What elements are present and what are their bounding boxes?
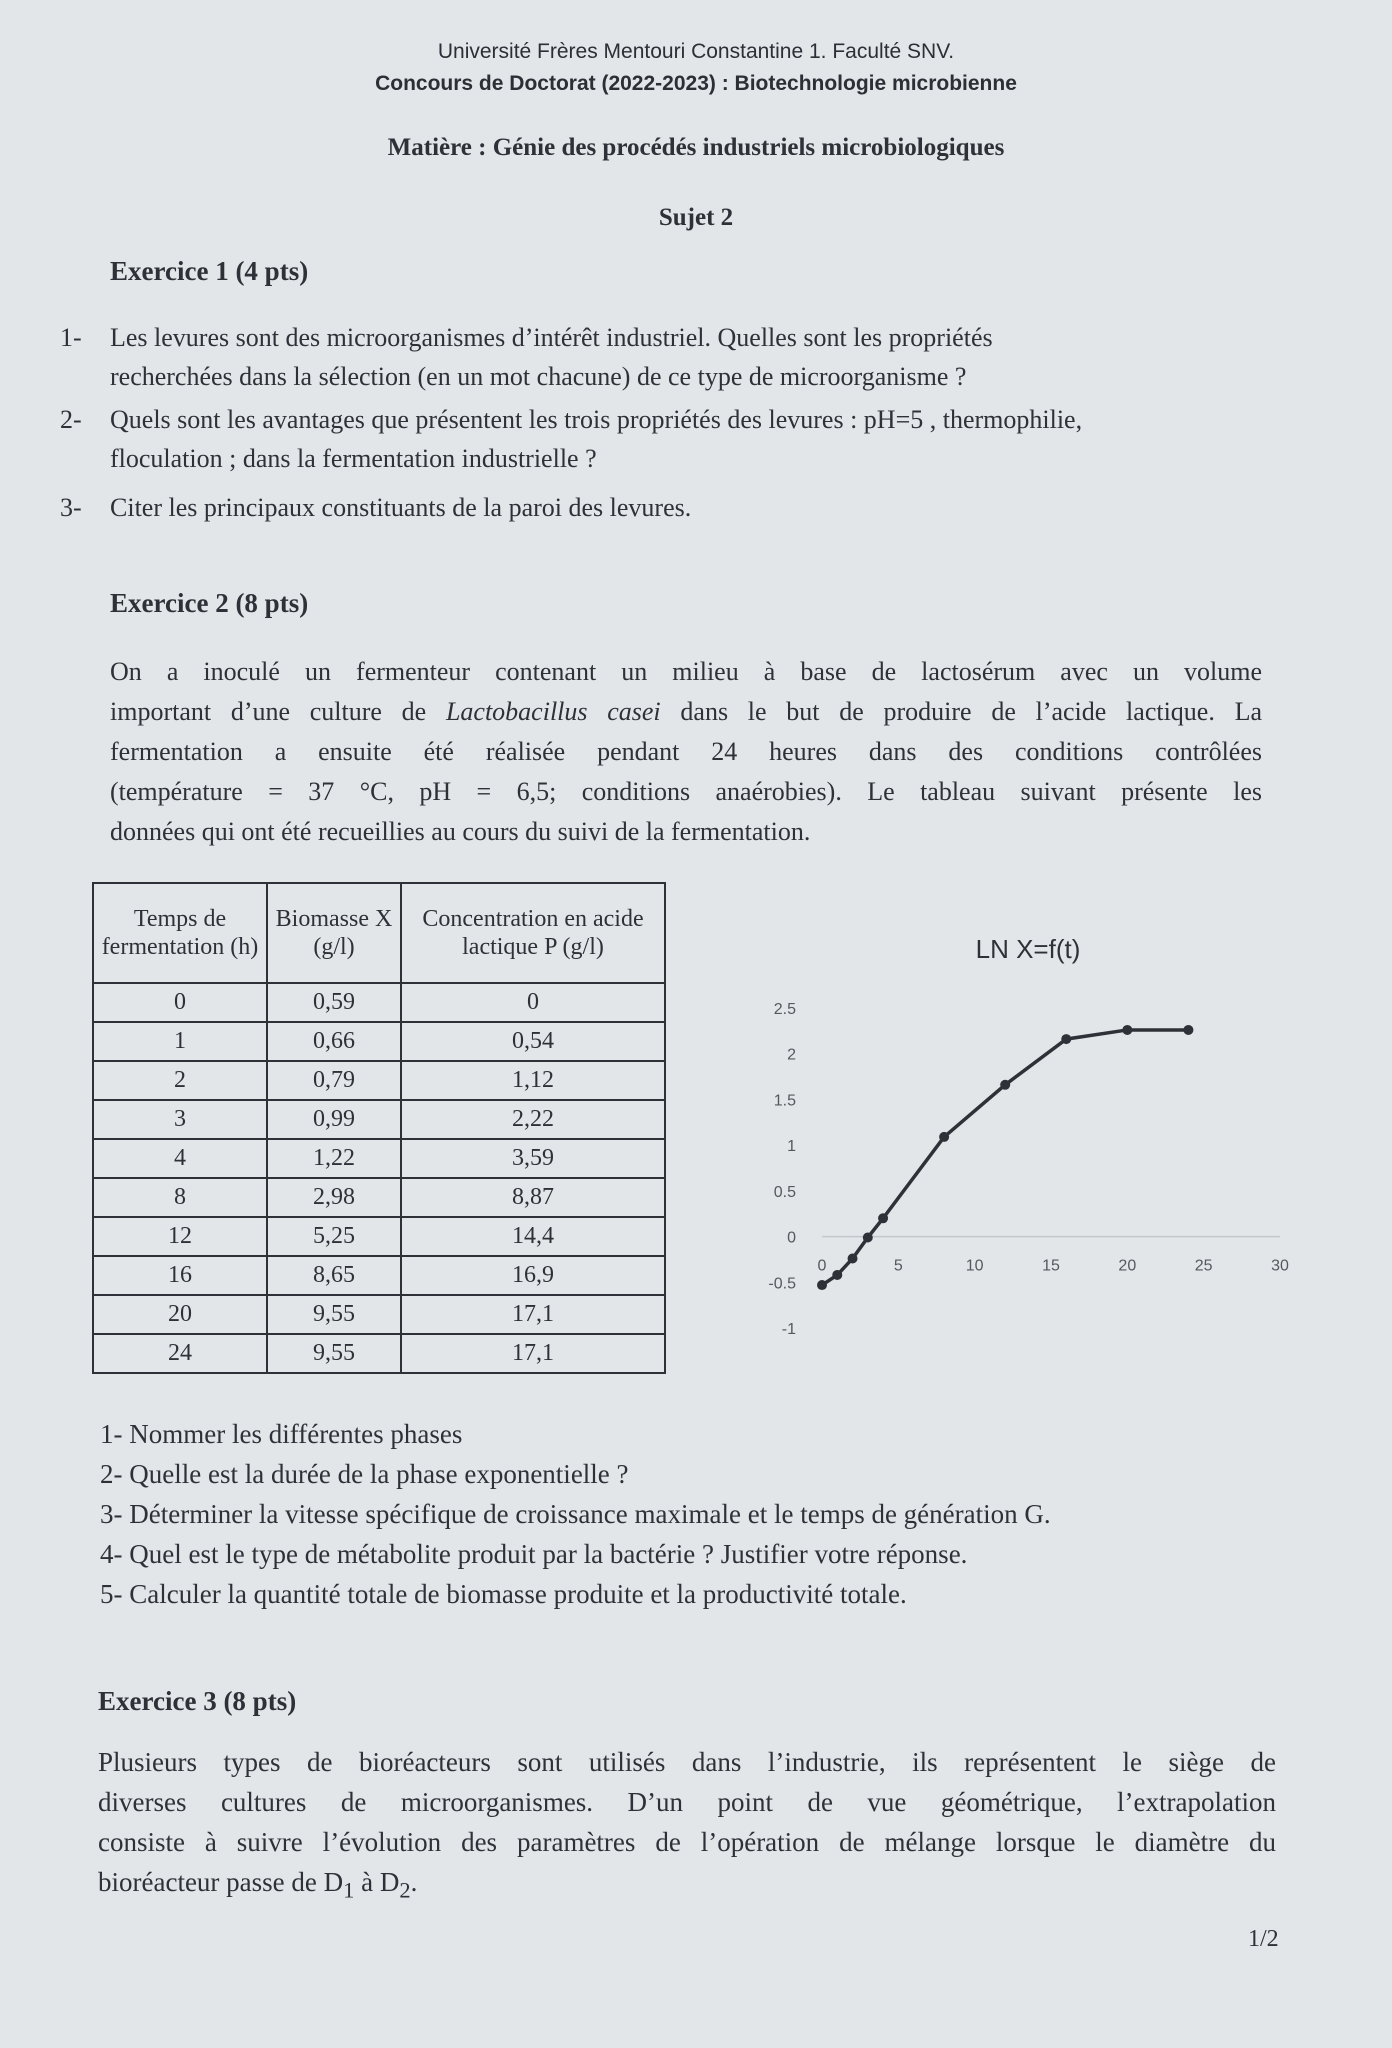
cell-time: 4: [93, 1139, 267, 1178]
cell-time: 0: [93, 983, 267, 1022]
sujet-label: Sujet 2: [658, 204, 734, 231]
question-line: recherchées dans la sélection (en un mot chacune) de ce type de microorganisme ?: [110, 362, 967, 391]
exercise3-line-diameters: [98, 1862, 1276, 1902]
y-tick-label: 2.5: [773, 1001, 796, 1018]
cell-lactic-acid: 0,54: [401, 1022, 665, 1061]
cell-biomass: 5,25: [267, 1217, 401, 1256]
x-tick-label: 25: [1194, 1257, 1213, 1275]
cell-time: 16: [93, 1256, 267, 1295]
exercise3-text-part: à D: [354, 1867, 400, 1897]
question-number: 3-: [60, 493, 82, 522]
exercise3-line: consiste à suivre l’évolution des paramètres de l’opération de mélange lorsque le diamètre du: [98, 1827, 1276, 1857]
y-tick-label: 2: [787, 1046, 796, 1064]
cell-lactic-acid: 3,59: [401, 1139, 665, 1178]
exercise3-title: Exercice 3 (8 pts): [98, 1686, 297, 1716]
cell-time: 20: [93, 1295, 267, 1334]
exercise3-line: diverses cultures de microorganismes. D’un point de vue géométrique, l’extrapolation: [98, 1787, 1276, 1817]
header-lactic-acid: Concentration en acide lactique P (g/l): [401, 883, 665, 983]
cell-lactic-acid: 2,22: [401, 1100, 665, 1139]
table-header-row: [93, 883, 665, 983]
intro-text: important d’une culture de: [110, 697, 446, 726]
cell-time: 12: [93, 1217, 267, 1256]
intro-line: données qui ont été recueillies au cours du suivi de la fermentation.: [110, 817, 811, 846]
cell-lactic-acid: 17,1: [401, 1334, 665, 1373]
cell-biomass: 0,79: [267, 1061, 401, 1100]
exercise1-title: Exercice 1 (4 pts): [110, 256, 309, 286]
x-tick-label: 15: [1042, 1257, 1060, 1275]
intro-text: dans le but de produire de l’acide lactique. La: [660, 697, 1262, 726]
table-row: [93, 1139, 665, 1178]
exercise2-question-3: 3- Déterminer la vitesse spécifique de croissance maximale et le temps de génération G.: [100, 1499, 1051, 1529]
subject-title: Matière : Génie des procédés industriels microbiologiques: [387, 134, 1005, 161]
data-point: [1000, 1080, 1010, 1090]
cell-biomass: 1,22: [267, 1139, 401, 1178]
data-point: [939, 1132, 949, 1142]
data-point: [817, 1280, 827, 1290]
table-row: [93, 983, 665, 1022]
data-point: [878, 1213, 888, 1223]
cell-time: 8: [93, 1178, 267, 1217]
cell-biomass: 0,66: [267, 1022, 401, 1061]
x-tick-label: 5: [893, 1257, 903, 1275]
exercise3-text-part: bioréacteur passe de D: [98, 1867, 344, 1897]
data-point: [832, 1270, 842, 1280]
data-point: [1122, 1025, 1132, 1035]
chart-title: LN X=f(t): [975, 934, 1081, 964]
intro-line: (température = 37 °C, pH = 6,5; conditions anaérobies). Le tableau suivant présente les: [110, 777, 1262, 806]
cell-lactic-acid: 17,1: [401, 1295, 665, 1334]
cell-time: 1: [93, 1022, 267, 1061]
question-number: 1-: [60, 323, 82, 352]
intro-line: fermentation a ensuite été réalisée pendant 24 heures dans des conditions contrôlées: [110, 737, 1262, 766]
intro-line-with-species: [110, 692, 1262, 732]
x-tick-label: 20: [1118, 1257, 1137, 1275]
exercise2-intro: [110, 652, 1262, 852]
cell-biomass: 9,55: [267, 1295, 401, 1334]
question-number: 2-: [60, 405, 82, 434]
data-point: [848, 1254, 858, 1264]
table-row: [93, 1178, 665, 1217]
cell-lactic-acid: 16,9: [401, 1256, 665, 1295]
question-line: Quels sont les avantages que présentent les trois propriétés des levures : pH=5 , thermophilie,: [110, 405, 1083, 434]
header-biomass: Biomasse X (g/l): [267, 883, 401, 983]
ln-x-growth-chart: [760, 930, 1320, 1350]
question-line: Les levures sont des microorganismes d’intérêt industriel. Quelles sont les propriétés: [110, 323, 993, 352]
data-point: [863, 1232, 873, 1242]
y-tick-label: 0: [787, 1229, 796, 1247]
cell-lactic-acid: 14,4: [401, 1217, 665, 1256]
fermentation-data-table: [92, 882, 666, 1374]
contest-header: Concours de Doctorat (2022-2023) : Biotechnologie microbienne: [375, 72, 1017, 95]
exercise2-question-5: 5- Calculer la quantité totale de biomasse produite et la productivité totale.: [100, 1579, 907, 1609]
subscript: 1: [343, 1877, 355, 1903]
table-row: [93, 1256, 665, 1295]
y-tick-label: -1: [781, 1321, 796, 1338]
table-row: [93, 1061, 665, 1100]
university-header: Université Frères Mentouri Constantine 1. Faculté SNV.: [437, 40, 955, 63]
exercise1-question-3: [60, 488, 1270, 527]
cell-biomass: 8,65: [267, 1256, 401, 1295]
y-tick-label: -0.5: [768, 1275, 796, 1293]
subscript: 2: [399, 1877, 411, 1903]
x-tick-label: 10: [965, 1257, 984, 1275]
header-time: Temps de fermentation (h): [93, 883, 267, 983]
cell-time: 24: [93, 1334, 267, 1373]
exercise2-questions: [100, 1414, 1051, 1614]
cell-biomass: 0,59: [267, 983, 401, 1022]
exercise2-question-1: 1- Nommer les différentes phases: [100, 1419, 463, 1449]
table-row: [93, 1295, 665, 1334]
question-line: floculation ; dans la fermentation industrielle ?: [110, 444, 597, 473]
question-line: Citer les principaux constituants de la paroi des levures.: [110, 493, 692, 522]
series-line: [822, 1030, 1188, 1285]
cell-biomass: 2,98: [267, 1178, 401, 1217]
table-row: [93, 1100, 665, 1139]
table-row: [93, 1217, 665, 1256]
data-point: [1061, 1034, 1071, 1044]
table-row: [93, 1334, 665, 1373]
exercise3-line: Plusieurs types de bioréacteurs sont utilisés dans l’industrie, ils représentent le siège de: [98, 1747, 1276, 1777]
exercise3-text: [98, 1742, 1276, 1902]
exercise2-title: Exercice 2 (8 pts): [110, 588, 309, 618]
cell-lactic-acid: 8,87: [401, 1178, 665, 1217]
cell-lactic-acid: 1,12: [401, 1061, 665, 1100]
y-tick-label: 1.5: [773, 1092, 796, 1110]
table-row: [93, 1022, 665, 1061]
page-number: 1/2: [1248, 1926, 1279, 1952]
exercise3-text-part: .: [410, 1867, 418, 1897]
y-tick-label: 0.5: [773, 1183, 796, 1201]
x-tick-label: 30: [1271, 1257, 1289, 1275]
data-point: [1183, 1025, 1193, 1035]
exercise1-question-1: [60, 318, 1270, 396]
exercise2-question-4: 4- Quel est le type de métabolite produit par la bactérie ? Justifier votre réponse.: [100, 1539, 968, 1569]
cell-biomass: 0,99: [267, 1100, 401, 1139]
y-tick-label: 1: [787, 1138, 796, 1156]
cell-time: 3: [93, 1100, 267, 1139]
cell-lactic-acid: 0: [401, 983, 665, 1022]
species-name: Lactobacillus casei: [445, 697, 661, 726]
exercise1-question-2: [60, 400, 1350, 478]
x-tick-label: 0: [817, 1257, 827, 1275]
intro-line: On a inoculé un fermenteur contenant un milieu à base de lactosérum avec un volume: [110, 657, 1262, 686]
cell-biomass: 9,55: [267, 1334, 401, 1373]
cell-time: 2: [93, 1061, 267, 1100]
exercise2-question-2: 2- Quelle est la durée de la phase exponentielle ?: [100, 1459, 629, 1489]
